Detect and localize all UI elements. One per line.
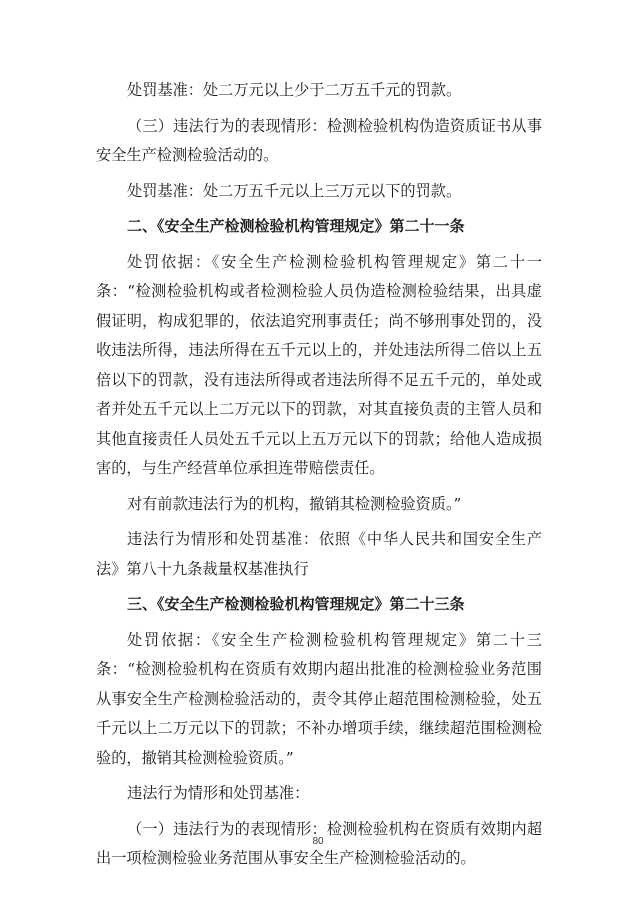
paragraph-legal-basis-21: 处罚依据：《安全生产检测检验机构管理规定》第二十一条：“检测检验机构或者检测检验人员伪造检测检验结果，出具虚假证明，构成犯罪的，依法追究刑事责任；尚不够刑事处罚的，没收违法所得，违法所得在五千元以上的，并处违法所得二倍以上五倍以下的罚款，没有违法所得或者违法所得不足五千元的，单处或者并处五千元以上二万元以下的罚款，对其直接负责的主管人员和其他直接责任人员处五千元以上五万元以下的罚款；给他人造成损害的，与生产经营单位承担连带赔偿责任。	[96, 252, 542, 477]
paragraph-revocation: 对有前款违法行为的机构，撤销其检测检验资质。”	[127, 494, 462, 513]
paragraph-legal-basis-23: 处罚依据：《安全生产检测检验机构管理规定》第二十三条：“检测检验机构在资质有效期内超出批准的检测检验业务范围从事安全生产检测检验活动的，责令其停止超范围检测检验，处五千元以上二万元以下的罚款；不补办增项手续，继续超范围检测检验的，撤销其检测检验资质。”	[96, 630, 542, 767]
document-body	[96, 76, 542, 880]
paragraph-penalty-basis-2: 处罚基准：处二万五千元以上三万元以下的罚款。	[127, 181, 462, 200]
section-heading-3: 三、《安全生产检测检验机构管理规定》第二十三条	[127, 595, 465, 613]
paragraph-penalty-basis-1: 处罚基准：处二万元以上少于二万五千元的罚款。	[127, 81, 462, 99]
paragraph-discretion-basis: 违法行为情形和处罚基准：依照《中华人民共和国安全生产法》第八十九条裁量权基准执行	[96, 530, 542, 578]
paragraph-violation-heading: 违法行为情形和处罚基准：	[127, 784, 310, 802]
paragraph-violation-case-1: （一）违法行为的表现情形：检测检验机构在资质有效期内超出一项检测检验业务范围从事安全生产检测检验活动的。	[96, 819, 542, 867]
page-number: 80	[312, 836, 324, 847]
paragraph-violation-case-3: （三）违法行为的表现情形：检测检验机构伪造资质证书从事安全生产检测检验活动的。	[96, 116, 542, 164]
section-heading-2: 二、《安全生产检测检验机构管理规定》第二十一条	[127, 217, 465, 235]
